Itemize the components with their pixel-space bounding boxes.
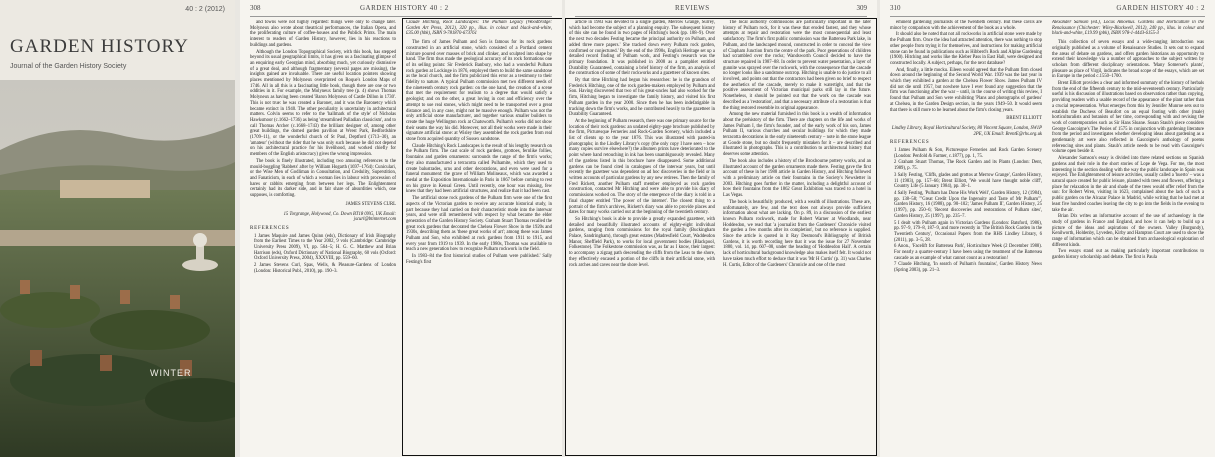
paragraph: The book also includes a history of the Broxbourne pottery works, and an illustrated account of the garden ornaments made there. Festing gave the first account of these in her 1988 article in Garden History, and Hitching followed with a preliminary article on their fountains in the Society's Newsletter in 2003. Hitching goes further in the matter, including a delightful account of how their fountains from the 1862 Great Exhibition was traced to a hotel in Las Vegas. <box>723 158 871 199</box>
paragraph: The book is beautifully produced, with a wealth of illustrations. These are, unfortunately, are few, and the text does not always provide sufficient information about what are lacking. On p. 89, in a discussion of the earliest known Pulham rockwork, made for Robert Warner at Woodlands, near Hoddesdon, we read that 'a journalist from the Gardeners' Chronicle visited the garden a few months after its completion', but no reference is supplied. Since the article is quoted in it Ray Desmond's Bibliography of British Gardens, it is worth recording here that it was the issue for 27 November 1880, vol. 14, pp. 607–08, under the heading of 'Hoddesdon Hall'. A certain lack of horticultural background knowledge also makes itself felt. It would not have taken much effort to deduce that it was 'Mr H Curtis' (p. 31) was Charles H. Curtis, Editor of the Gardeners' Chronicle and one of the most <box>723 199 871 268</box>
page-number: 308 <box>250 4 261 12</box>
page-header <box>575 4 867 17</box>
reference-item: 3 Sally Festing, 'Cliffs, glades and grottos at Merrow Grange', Garden History, 11 (1983), pp. 157–66; Brent Elliott, 'We would have thought noble cliff', Country Life (5 January 1984), pp. 30–1. <box>894 172 1042 190</box>
paragraph: The firm of James Pulham and Son is famous for its rock gardens constructed in an artificial stone, which consisted of a Portland cement mixture poured over masses of brick and clinker, and sculpted into shape by hand. The firm thus made the geological accuracy of its rock formations one of its selling points: Sir Frederick Banbury, who had a wonderful Pulham rock garden at Lockinge in 1876, employed them to build the same sandstone as the local church, and the firm publicized this error as a testimony to their fidelity to nature. A typical Pulham commission met two different needs of the nineteenth century rock garden: on the one hand, the creation of a scene that met the requirement for realism to a degree that would satisfy a geologist; and on the other, a great loving in cost and efficiency over the attempt to use real stones, which might need to be transported over a great distance and, in any case, might not be massive enough. Pulham was not the only artificial stone manufacturer, and together various smaller builders to create the huge Wellington rock at Chatsworth. Pulham's works did not show their seams the way his did. Moreover, not all their works were made in their signature artificial stone: at Wisley they assembled the rock garden from real stone from acquired quantity of Sussex sandstone. <box>406 40 552 143</box>
cover-subtitle: Journal of the Garden History Society <box>10 63 127 70</box>
paragraph: In 1983–84 the first historical studies of Pulham were published.' Sally Festing's first <box>406 254 552 265</box>
reference-item: 1 James Maquire and James Quinn (eds), Dictionary of Irish Biography from the Earliest Times to the Year 2002, 9 vols (Cambridge: Cambridge University Press 2009), VI, pp. 564–5; H. G. C. Matthew and Brian Harrison (eds), Oxford Dictionary of National Biography, 60 vols (Oxford: Oxford University Press, 2004), XXXVIII, pp. 559–60. <box>254 233 396 262</box>
paragraph: The artificial stone rock gardens of the Pulham firm were one of the first aspects of the Victorian garden to receive any accurate historical study, in part because they had carried on their characteristic mode into the interwar years, and were still remembered with respect by what became the elder generation of the Garden History Society. Graham Stuart Thomas recalled the great rock gardens that decorated the Chelsea Flower Show in the 1920s and 1930s, describing them as 'these great works of art'; among these was James Pulham and Son, who exhibited at rock gardens from 1911 to 1915, and every year from 1919 to 1939. In the early 1980s, Thomas was available to teach a new generation how to recognize Pulham rockwork in the field. <box>406 196 552 253</box>
reference-item: 2 James Stevens Curl, Spas, Wells, & Pleasure-Gardens of London (London: Historical Publ., 2010), pp. 190–3. <box>254 263 396 274</box>
reference-item: 4 Sally Festing, 'Pulham has Done His Work Well', Garden History, 12 (1984), pp. 138–58; '"Great Credit Upon the Ingenuity and Taste of Mr Pulham"', Garden History, 16 (1988), pp. 90–102; 'James Pulham II', Garden History, 25 (1997), pp. 250–6; 'Recent discoveries and restorations of Pulham sites', Garden History, 25 (1997), pp. 235–7. <box>894 190 1042 219</box>
cover-season: WINTER <box>150 368 192 378</box>
highlight-box <box>402 18 562 456</box>
reference-item: 2 Graham Stuart Thomas, The Rock Garden and its Plants (London: Dent, 1989), p. 75. <box>894 160 1042 172</box>
reference-item: 6 Anon., 'Facelift for Battersea Park', Horticulture Week (2 December 1988). For nearly a quarter-century I have been using the treatment of the Battersea cascade as an example of what cannot count as a restoration! <box>894 244 1042 261</box>
references-heading: REFERENCES <box>250 225 290 231</box>
paragraph: At the beginning of Pulham research, there was one primary source for the location of their rock gardens: an undated eighty-page brochure published by the firm, Picturesque Ferneries and Rock-Garden Scenery, which included a list of clients up to the year 1876. This was illustrated with pasted-in photographs; in the Lindley Library's copy (the only copy I have seen – how many copies survive elsewhere?) the albumen prints have deteriorated to the point where hand retouching in ink has been unambiguously revealed. Many of the gardens listed in this brochure have disappeared. Some additional gardens can be found cited in catalogues of the interwar years, but until recently the gazetteer was dependent on ad hoc discoveries in the field or in written accounts of particular gardens by any new retirees. Then the family of Fred Rickett, another Pulham staff member employed as rock garden construction, contacted Mr Hitching and were able to provide his diary of commissions worked on. The story of the emergence of the diary is told in a final chapter entitled 'The power of the internet'. The closest thing to a portrait of the firm's archives, Rickett's diary was able to provide places and dates for many works carried out at the beginning of the twentieth century. <box>569 118 715 216</box>
page-309 <box>565 0 877 457</box>
column-right <box>1052 20 1204 262</box>
page-header <box>890 4 1205 17</box>
column-left <box>890 20 1042 275</box>
book-citation: Claude Hitching, Rock Landscapes: The Pulham Legacy (Woodbridge: Garden Art Press, 2012), 320 pp., illus. in colour and black-and-white, £35.00 (hbk), ISBN 9-781870-673761 <box>406 20 552 37</box>
paragraph: Alexander Samson's essay is divided into three related sections on Spanish gardens and their role in the short stories of Lope de Vega. For me, the most interesting is the section dealing with the way the public landscape in Spain was enjoyed. The Enlightenment of leisure activities, usually called a 'huerto' – was a natural space created for public leisure, planted with trees and flowers, offering a place for relaxation in the air and shade of the trees would offer relief from the sun: for Robert Wren, visiting in 1623, complained about the lack of such a public garden on the Alcazar Palace in Madrid, while writing that he had met at least five hundred coaches leaving the city to go into the fields in the evening to take the air. <box>1052 156 1204 213</box>
paragraph: Two essays stand out as making particularly important contributions to garden history scholarship and debate. The first is Paula <box>1052 249 1204 261</box>
book-citation: Alexander Samson (ed.), Locus Amoenus. Gardens and Horticulture in the Renaissance (Chichester: Wiley-Blackwell, 2012), 240 pp., illus. in colour and black-and-white, £19.99 (pbk), ISBN 978-1-4443-6155-3 <box>1052 20 1204 37</box>
highlight-box <box>565 18 877 456</box>
paragraph: Claude Hitching's Rock Landscapes is the result of his lengthy research on the Pulham firm. The cast scale of rock gardens, grottoes, fernlike follies, fountains and garden ornaments: surrounds the range of the firm's works; they also manufactured a terracotta called Pulhamite, which they used to create balustrades, urns and other decorations, and even were used for a funeral monument: the grave of William Molineaux, which was awarded a medal at the Exposition Internationale in Paris in 1867 before coming to rest on his grave in Kensal Green. Until recently, one hour was missing, few knew that they had been artificial structures, and realize that it had been cast. <box>406 143 552 195</box>
cover-title: GARDEN HISTORY <box>10 36 189 57</box>
paragraph: The book is finely illustrated, including two amusing references to the mould-boggling 'Rabbets' after by William Hogarth (1697–1764): Cuniculari, or the Wise Men of Godliman in Consultation, and Credulity, Superstition, and Fanaticism, in each of which a woman lies in labour with procession of hares or rabbits emerging from between her legs. The Enlightenment certainly had its darker side, and in fair share of absurdities which, one supposes, is comforting. <box>250 158 396 199</box>
reference-item: 1 James Pulham & Son, Picturesque Ferneries and Rock Garden Scenery (London: Penfold & Farmer, c.1877), pp. 1, 75. <box>894 148 1042 159</box>
paragraph: So Hitching's book is able to provide a greatly expanded gazetteer, with detailed and beautifully illustrated accounts of eighty-eight individual gardens, ranging from commissions for the royal family (Buckingham Palace, Sandringham), through great estates (Madresfield Court, Waddesdon Manor, Sheffield Park), to works for local government bodies (Blackpool, Folkestone). The Folkestone commission was, as far as I know, their largest: to accompany a zigzag path descending the cliffs from the Leas to the shore, they effectively encased a portion of the cliffs in their artificial stone, with rock arches and caves near the shore level. <box>569 216 715 268</box>
page-308 <box>240 0 562 457</box>
page-310 <box>880 0 1215 457</box>
paragraph: This collection of seven essays and a wide-ranging introduction was originally published as a volume of Renaissance Studies. It sets out to expand the areas of debate on gardens, and offers garden historians an opportunity to extend their knowledge via a number of approaches to the subject written by scholars from different disciplinary orientations. 'Many Somerset's plants', pleasure as place of Virgil, indicates the broad scope of the essays, which are set in Europe in the period c.1550–1700. <box>1052 40 1204 80</box>
cover-page <box>0 0 235 457</box>
paragraph: And, finally, a little mocku. Eileen would agreed that the Pulham firm closed down around the beginning of the Second World War. 1939 was the last year in which they exhibited a garden at the Chelsea Flower Show. James Pulham IV did not die until 1957, but nowhere have I ever found any suggestion that the firm was functioning after the war – until, in the course of writing this review, I found that Pulham and Son were exhibiting 'Plans and photographs of gardens' at Chelsea, in the Garden Design section, in the years 1949–50. It would seem that there is still more to be learned about the firm's closing years. <box>890 67 1042 113</box>
reviewer-address: 15 Torgrange, Holywood, Co. Down BT18 0NG, UK Email: jscurl@btinternet.com <box>283 211 396 223</box>
running-head: GARDEN HISTORY 40 : 2 <box>1116 4 1205 12</box>
running-head: GARDEN HISTORY 40 : 2 <box>360 4 449 12</box>
page-number: 309 <box>856 4 867 12</box>
cover-photo-garden-image <box>0 80 235 457</box>
paragraph: eminent gardening journalists of the twentieth century. But these cavils are minor by comparison with the achievement of the book as a whole. <box>890 20 1042 31</box>
paragraph: article in 1983 was devoted to a single garden, Merrow Grange, Surrey, which had become the subject of a planning enquiry. The subsequent history of this site can be found in two pages of Hitching's book (pp. 188–9). Over the next two decades Festing became the principal authority on Pulham, and added three more papers.' She tracked down every Pulham rock garden, confirmed or conjectured.' By the end of the 1990s, English Heritage set up a detailed record finding of Pulham work, and Festing's research was the primary foundation. It was published in 2008 as a pamphlet entitled Durability Guaranteed, containing a brief history of the firm, an analysis of the construction of some of their rockworks and a gazetteer of known sites. <box>569 20 715 77</box>
page-number: 310 <box>890 4 901 12</box>
reviewer-address: Lindley Library, Royal Horticultural Society, 80 Vincent Square, London, SW1P 2PE, UK Email: BrentE@rhs.org.uk <box>891 125 1042 137</box>
paragraph: Brent Elliott provides a clear and informed summary of the history of herbals from the end of the fifteenth century to the mid-seventeenth century. Particularly useful is his discussion of illustrations based on observation rather than copying, providing readers with a usable record of the appearance of the plant rather than a crucial representation. What emerges from this by Jennifer Munroe sets out to establish the Duchess of Beaufort on an equal footing with other (male) horticulturalists and botanists of her time, corresponding with and revising the work of contemporaries such as Sir Hans Sloane. Susan Staub's piece considers George Gascoigne's The Posies of 1575 in conjunction with gardening literature from the period and investigates whether developing ideas about gardening as a gentlemanly art were also reflected in Gascoigne's anthology of poems referencing sites and plants. Staub's article needs to be read with Gascoigne's volume open beside it. <box>1052 81 1204 155</box>
paragraph: Among the new material furnished in this book is a wealth of information about the prehistory of the firm. There are chapters on the life and works of James Pulham I, the firm's founder, and of the early work of his son, James Pulham II, various churches and secular buildings for which they made terracotta decorations in the early nineteenth century – note in the stone league at Goode stone, but no doubt frequently mistaken for it – are described and illustrated in photographs. This is a contribution to architectural history that deserves some attention. <box>723 112 871 158</box>
reference-item: 7 Claude Hitching, 'In search of Pulham's fountains', Garden History News (Spring 2003), pp. 21–3. <box>894 262 1042 274</box>
paragraph: It should also be noted that not all rockworks in artificial stone were made by the Pulham firm. Once the idea had attracted attention, there was nothing to stop other people from trying it for themselves, and instructions for making artificial stone can be found in publications such as Hibberd's Rock and Alpine Gardening (1900). Hitching and works like the Kleber Pass in East Hall, were designed and constructed locally. A subject, perhaps, for the next database? <box>890 32 1042 66</box>
page-header <box>250 4 552 17</box>
paragraph: Brian Dix writes an informative account of the use of archaeology in the study of gardens in France and England, and how it can help to build up a picture of the ideas and aspirations of the owners. Valley (Burgundy), Kenilworth, Holdenby, Lyveden, Kirby and Hampton Court are used to show the range of information which can be obtained from archaeological exploration of different kinds. <box>1052 214 1204 248</box>
references-heading: REFERENCES <box>890 140 930 146</box>
column-left <box>250 20 396 276</box>
running-head: REVIEWS <box>675 4 710 12</box>
paragraph: and towns were not highly regarded: things were only to change later. Molyneux also wrote about theatrical performances, the Italian Opera, and the proliferating culture of coffee-houses and the Publick Prints. The main interest to readers of Garden History, however, lies in his reactions to buildings and gardens. <box>250 20 396 48</box>
reference-item: 5 I dealt with Pulham again in Victorian Gardens (London: Batsford, 1986), pp. 97–9, 179–8, 187–9, and more recently in 'The British Rock Garden in the Twentieth Century', Occasional Papers from the RHS Lindley Library, 6 (2011), pp. 3–5, 28. <box>894 220 1042 243</box>
paragraph: By that time Hitching had begun his researches: he is the grandson of Frederick Hitching, one of the rock garden-makers employed by Pulham and Son. Having discovered that two of his great-uncles had also worked for the firm, Hitching began to investigate the family history, and visited his first Pulham garden in the year 2000. Since then he has been indefatigable in tracking down the firm's works, and he contributed heavily to the gazetteer in Durability Guaranteed. <box>569 78 715 118</box>
paragraph: The local authority commissions are particularly important in the later history of Pulham rock, for it was these that eroded fastest, and they whose attempts at repair and restoration were the most consequential and least satisfactory. The firm's first public commission was the Battersea Park lake, in Pulham, and the landscaped mound, constructed in order to conceal the view of Clapham Junction from the centre of the park. Poor generations of children had scrambled over the rocks; Wandsworth Council decided to have the structure repaired in 1987–88. In order to prevent water penetration, a layer of gunnite was sprayed over the rockwork, with the consequence that the cascade no longer looks like a sandstone outcrop. Hitching is unable to do justice to all involved, and points out that the contractors had been given no brief to respect the aesthetics of the cascade, merely to make it watertight, and that the positive assessment of Victorian municipal parks still lay in the future. Nonetheless, it should be pointed out that the work on the cascade was described as a 'restoration', and that a necessary attribute of a restoration is that the thing restored resemble its original appearance. <box>723 20 871 111</box>
cover-issue: 40 : 2 (2012) <box>185 6 225 13</box>
paragraph: Although the London Topographical Society, with this book, has stepped beyond its usual geographical limits, it has given us a fascinating glimpse of an enquiring early Georgian mind, absorbing much, yet curiously dismissive of a great deal, and although fragmentary (several pages are missing), the insights gained are invaluable. There are useful location pointers showing places mentioned by Molyneux overprinted on Roque's London Maps of 1746. All in all this is a fascinating little book, though there are one or two oddities in it. For example, the Molyneux family tree (p. 4) shows Thomas Molyneux as having been created 'Baron Molyneux of Castle Dillon in 1730'. This is not true: he was created a Baronet, and it was the Baronetcy which became extinct in 1940. The other peculiarity is uncertainty in architectural matters. Colvin seems to refer to the 'hallmark of the style' of Nicholas Hawksmoor (c.1662–1736) as being 'streamlined Palladian classicism', and to call Thomas Archer (c.1668–1743) the brilliant designer of, among other great buildings, the domed garden pavilion at Wrest Park, Bedfordshire (1709–11), or the wonderful church of St Paul, Deptford (1713–30), an 'amateur' (without the rider that he was only such because he did not depend on his architectural practice for his livelihood, and worked chiefly for members of the English aristocracy) gives the wrong impression. <box>250 49 396 158</box>
reviewer-name: JAMES STEVENS CURL <box>345 201 396 207</box>
reviewer-name: BRENT ELLIOTT <box>1006 116 1042 122</box>
